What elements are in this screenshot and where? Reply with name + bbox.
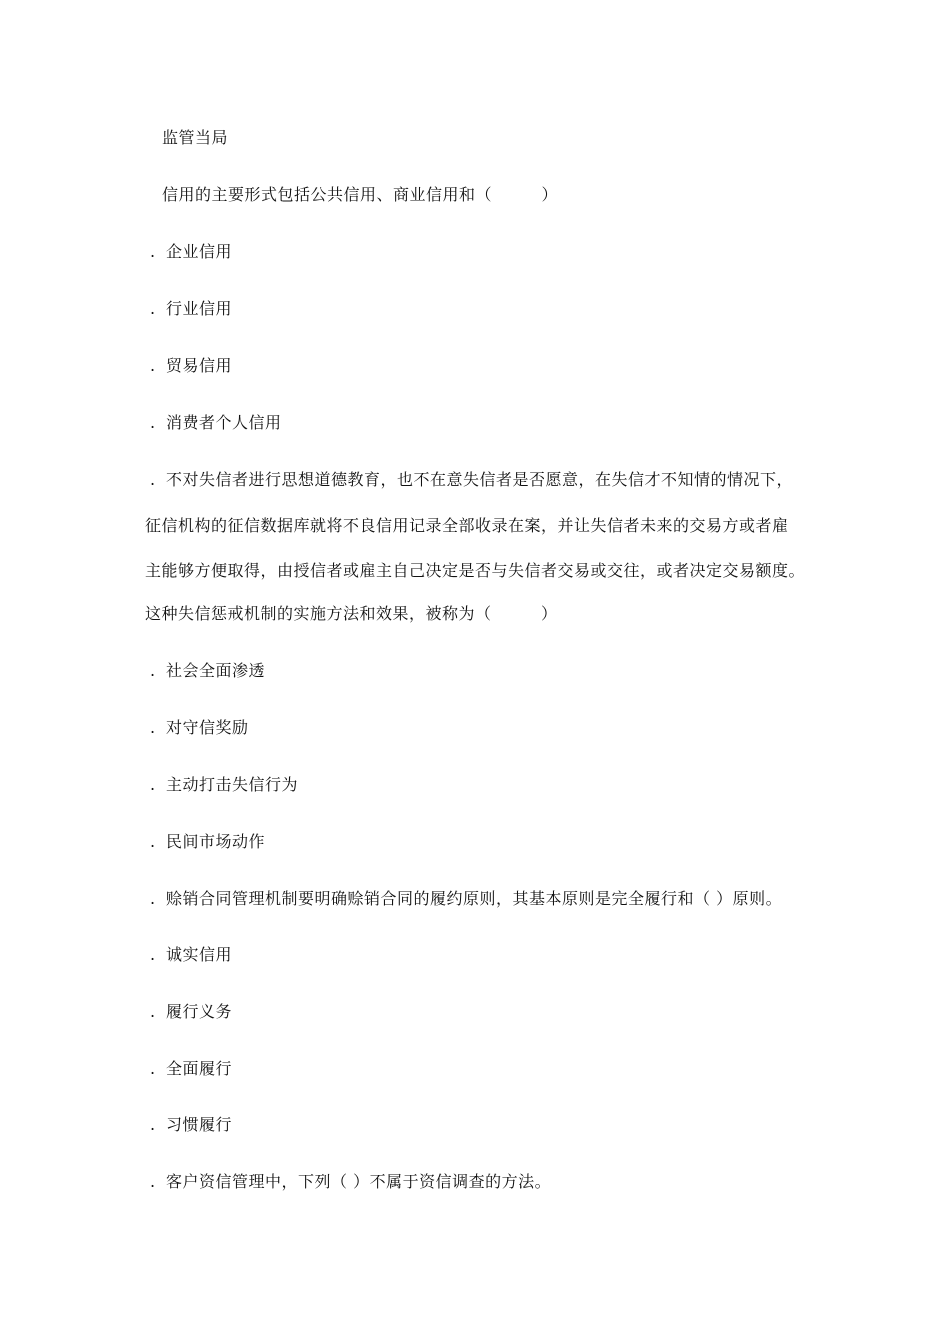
question-line [150,889,782,909]
line-text: 监管当局 [162,128,229,147]
option-line [150,775,298,795]
option-text: 民间市场动作 [166,832,266,851]
option-text: 履行义务 [166,1002,233,1021]
option-text: 对守信奖励 [166,718,249,737]
option-line [150,718,249,738]
option-text: 诚实信用 [166,945,233,964]
option-marker: . [150,832,156,851]
continuation-line [145,561,805,581]
option-marker: . [150,1002,156,1021]
option-text: 贸易信用 [166,356,233,375]
question-text: 客户资信管理中，下列（ ）不属于资信调查的方法。 [166,1172,552,1191]
option-marker: . [150,413,156,432]
question-line [150,1172,551,1192]
option-marker: . [150,1115,156,1134]
option-text: 消费者个人信用 [166,413,282,432]
question-text: 赊销合同管理机制要明确赊销合同的履约原则，其基本原则是完全履行和（ ）原则。 [166,889,783,908]
option-marker: . [150,299,156,318]
question-marker: . [150,1172,156,1191]
option-text: 行业信用 [166,299,233,318]
question-text: 信用的主要形式包括公共信用、商业信用和（ ） [162,185,559,204]
question-text: 不对失信者进行思想道德教育，也不在意失信者是否愿意，在失信才不知情的情况下， [166,470,794,489]
option-line [150,1059,232,1079]
option-line [150,242,232,262]
continuation-line [145,604,558,624]
option-marker: . [150,718,156,737]
option-text: 习惯履行 [166,1115,233,1134]
option-line [150,1002,232,1022]
option-marker: . [150,242,156,261]
continuation-text: 这种失信惩戒机制的实施方法和效果，被称为（ ） [145,604,558,623]
question-marker: . [150,470,156,489]
option-text: 企业信用 [166,242,233,261]
option-marker: . [150,1059,156,1078]
option-text: 社会全面渗透 [166,661,266,680]
option-line [150,413,282,433]
continuation-text: 主能够方便取得，由授信者或雇主自己决定是否与失信者交易或交往，或者决定交易额度。 [145,561,806,580]
continuation-line [145,516,789,536]
option-text: 全面履行 [166,1059,233,1078]
option-line [150,299,232,319]
option-line [150,661,265,681]
question-marker: . [150,889,156,908]
option-line [150,945,232,965]
question-line [162,185,558,205]
option-text: 主动打击失信行为 [166,775,299,794]
option-line [150,832,265,852]
option-marker: . [150,775,156,794]
option-marker: . [150,661,156,680]
text-line [162,128,228,148]
option-marker: . [150,356,156,375]
option-marker: . [150,945,156,964]
option-line [150,356,232,376]
continuation-text: 征信机构的征信数据库就将不良信用记录全部收录在案，并让失信者未来的交易方或者雇 [145,516,789,535]
question-line [150,470,793,490]
option-line [150,1115,232,1135]
